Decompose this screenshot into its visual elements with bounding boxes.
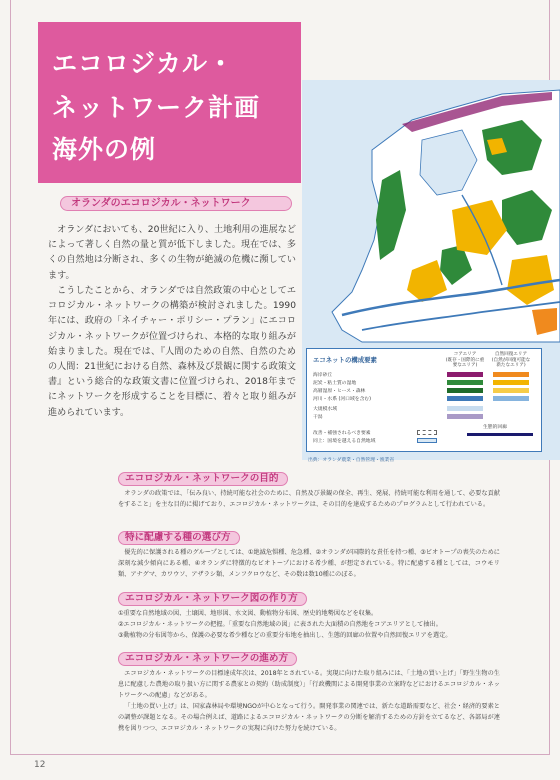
legend-row-dunes: 海岸砂丘 [313, 373, 333, 378]
list-item: ③動植物の分布図等から、保護の必要な希少種などの重要分布地を抽出し、生態的回廊の位置や自然回復エリアを選定。 [118, 631, 452, 639]
legend-col-development: 自然回復エリア (自然が回復可能な新たなエリア) [491, 352, 531, 369]
legend-title: エコネットの構成要素 [313, 356, 377, 364]
legend-row-peat: 泥炭・粘土質の湿地 [313, 381, 357, 386]
subsection-text-purpose: オランダの政策では、「伝み良い、持続可能な社会のために、自然及び景観の保全、再生、発展、持続可能な利用を通して、必要な貢献をすること」を主な目的に掲げており、エコロジカル・ネットワークは、その目的を達成するためのプログラムとして行われている。 [118, 490, 500, 508]
legend-note-improve: 改善・補強されるべき要素 [313, 431, 371, 436]
subsection-heading-purpose: エコロジカル・ネットワークの目的 [118, 472, 288, 486]
legend-swatch [447, 414, 483, 419]
subsection-heading-map-method: エコロジカル・ネットワーク図の作り方 [118, 592, 307, 606]
page-number: 12 [34, 760, 46, 770]
legend-swatch [493, 388, 529, 393]
title-line-3: 海外の例 [52, 135, 157, 164]
legend-swatch [417, 430, 437, 435]
legend-swatch [447, 372, 483, 377]
title-box [38, 22, 301, 183]
map-source: 出典：オランダ農業・自然管理・漁業省 [308, 458, 395, 463]
legend-swatch [447, 406, 483, 411]
intro-paragraph-1: オランダにおいても、20世紀に入り、土地利用の進展などによって著しく自然の量と質が低下しました。現在では、多くの自然地は分断され、多くの生物が絶滅の危機に瀕しています。 [48, 225, 296, 281]
legend-swatch [493, 396, 529, 401]
subsection-heading-progress: エコロジカル・ネットワークの進め方 [118, 652, 297, 666]
legend-row-forest: 高層湿原・ヒース・森林 [313, 389, 366, 394]
list-item: ①重要な自然地域の図、土壌図、地形図、水文図、動植物分布図、歴史的地勢図などを収集。 [118, 610, 378, 617]
legend-row-lakes: 大規模水域 [313, 407, 337, 412]
map-legend [306, 348, 542, 452]
legend-swatch [493, 380, 529, 385]
legend-swatch [447, 396, 483, 401]
legend-corridor-label: 生態的回廊 [483, 425, 507, 430]
title-line-2: ネットワーク計画 [52, 93, 261, 122]
netherlands-map [302, 80, 560, 463]
legend-row-tidal: 干潟 [313, 415, 323, 420]
list-item: ②エコロジカル・ネットワークの把握。「重要な自然地域の図」に表された大面積の自然地をコアエリアとして抽出。 [118, 620, 442, 628]
subsection-heading-species: 特に配慮する種の選び方 [118, 531, 240, 545]
legend-col-core: コアエリア (既存・国際的に重要なエリア) [445, 352, 485, 369]
corridor-arrow [467, 433, 533, 436]
subsection-text-species: 優先的に保護される種のグループとしては、①絶滅危惧種、危急種、②オランダが国際的な責任を持つ種、③ビオトープの喪失のために深刻な減少傾向にある種、④オランダに特徴的なビオトープにおける希少種、が想定されている。特に配慮する種としては、コウモリ類、アナグマ、カワウソ、アザラシ類、メンフクロウなど、その数は数10種にのぼる。 [118, 549, 500, 578]
legend-swatch [447, 388, 483, 393]
title-line-1: エコロジカル・ [52, 49, 235, 78]
intro-paragraph-2: こうしたことから、オランダでは自然政策の中心としてエコロジカル・ネットワークの構築が検討されました。1990年には、政府の「ネイチャー・ポリシー・プラン」にエコロジカル・ネットワークが位置づけられ、本格的な取り組みが始まりました。現在では、『人間のための自然、自然のための人間：21世紀における自然、森林及び景観に関する政策文書』という総合的な政策文書に位置づけられ、2018年までにネットワークを形成することを目標に、着々と取り組みが進められています。 [48, 286, 297, 418]
subsection-text-progress-1: エコロジカル・ネットワークの目標達成年次は、2018年とされている。実現に向けた取り組みには、「土地の買い上げ」「野生生物の生息に配慮した農地の取り扱い方に関する農家との契約（助成制度）」「行政機関による開発事業の立案時などにおけるエコロジカル・ネットワークへの配慮」などがある。 [118, 670, 500, 699]
subsection-list-map-method [118, 609, 500, 641]
legend-note-border: 同上：国境を越える自然地域 [313, 439, 376, 444]
legend-swatch [417, 438, 437, 443]
legend-row-rivers: 河川・水系 (河口域を含む) [313, 397, 372, 402]
legend-swatch [493, 372, 529, 377]
section-heading: オランダのエコロジカル・ネットワーク [60, 196, 292, 211]
subsection-text-progress-2: 「土地の買い上げ」は、国家森林局や環境NGOが中心となって行う。開発事業の関連では、新たな道路需要など、社会・経済的要素との調整が課題となる。その場合例えば、道路によるエコロジカル・ネットワークの分断を解消するための方針を立てるなど、各部局が連携を図りつつ、エコロジカル・ネットワークの実現に向けた努力を続けている。 [118, 703, 500, 732]
legend-swatch [447, 380, 483, 385]
